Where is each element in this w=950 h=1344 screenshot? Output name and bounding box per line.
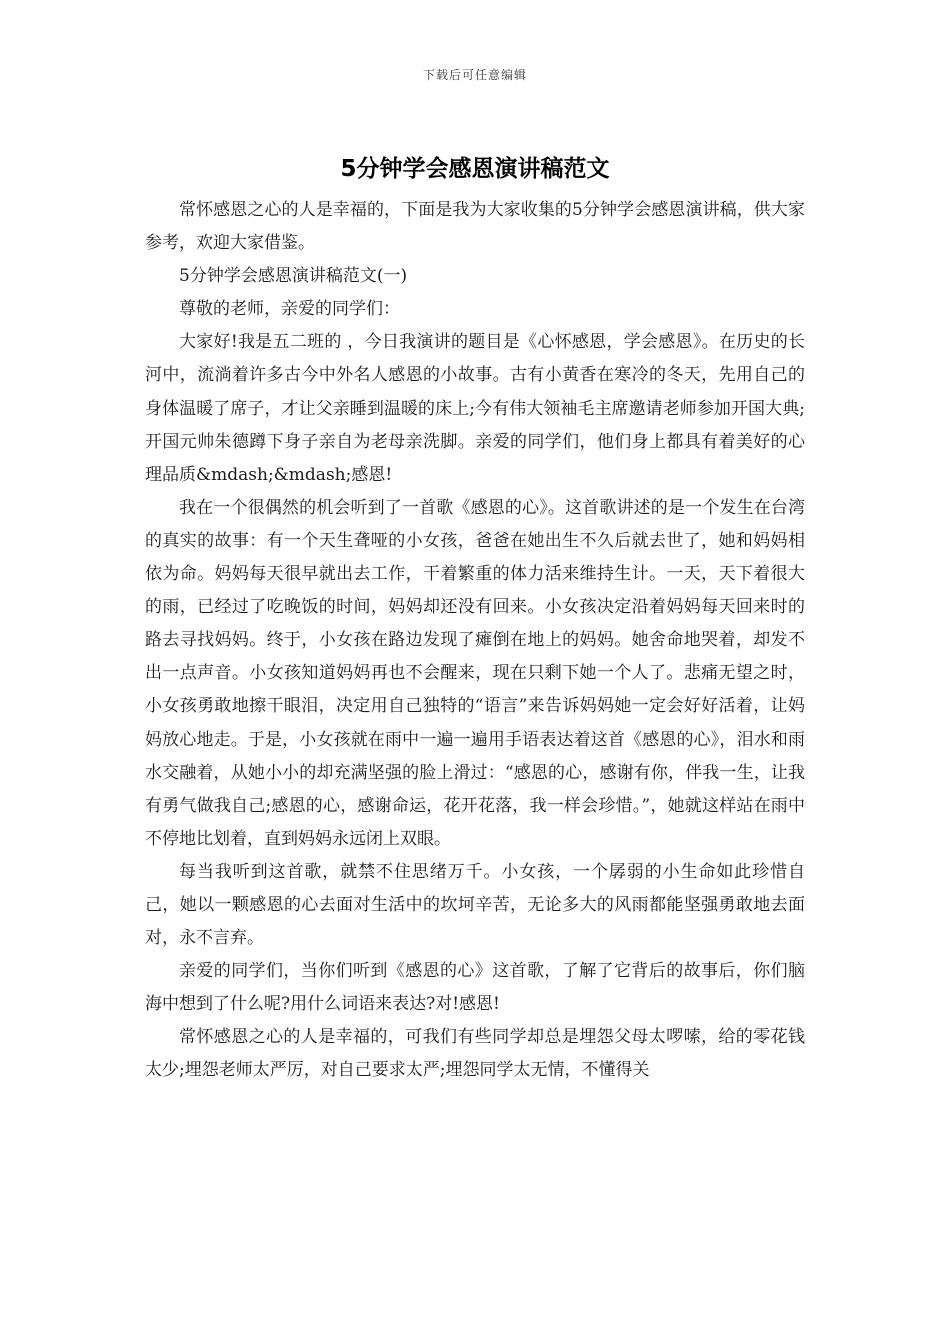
paragraph: 我在一个很偶然的机会听到了一首歌《感恩的心》。这首歌讲述的是一个发生在台湾的真实的故事：有一个天生聋哑的小女孩，爸爸在她出生不久后就去世了，她和妈妈相依为命。妈妈每天很早就出去工作，干着繁重的体力活来维持生计。一天，天下着很大的雨，已经过了吃晚饭的时间，妈妈却还没有回来。小女孩决定沿着妈妈每天回来时的路去寻找妈妈。终于，小女孩在路边发现了瘫倒在地上的妈妈。她舍命地哭着，却发不出一点声音。小女孩知道妈妈再也不会醒来，现在只剩下她一个人了。悲痛无望之时，小女孩勇敢地擦干眼泪，决定用自己独特的“语言”来告诉妈妈她一定会好好活着，让妈妈放心地走。于是，小女孩就在雨中一遍一遍用手语表达着这首《感恩的心》，泪水和雨水交融着，从她小小的却充满坚强的脸上滑过：“感恩的心，感谢有你，伴我一生，让我有勇气做我自己;感恩的心，感谢命运，花开花落，我一样会珍惜。”，她就这样站在雨中不停地比划着，直到妈妈永远闭上双眼。 xyxy=(145,497,805,849)
document-body xyxy=(145,194,805,1088)
section-heading: 5分钟学会感恩演讲稿范文(一) xyxy=(179,266,408,287)
paragraph: 每当我听到这首歌，就禁不住思绪万千。小女孩，一个孱弱的小生命如此珍惜自己，她以一颗感恩的心去面对生活中的坎坷辛苦，无论多大的风雨都能坚强勇敢地去面对，永不言弃。 xyxy=(145,861,805,949)
paragraph: 亲爱的同学们，当你们听到《感恩的心》这首歌，了解了它背后的故事后，你们脑海中想到了什么呢?用什么词语来表达?对!感恩! xyxy=(145,961,805,1015)
document-title: 5分钟学会感恩演讲稿范文 xyxy=(340,156,610,182)
page-header-note: 下载后可任意编辑 xyxy=(422,68,527,82)
paragraph: 常怀感恩之心的人是幸福的，可我们有些同学却总是埋怨父母太啰嗦，给的零花钱太少;埋怨老师太严厉，对自己要求太严;埋怨同学太无情，不懂得关 xyxy=(145,1027,805,1081)
paragraph: 大家好!我是五二班的 ，今日我演讲的题目是《心怀感恩，学会感恩》。在历史的长河中，流淌着许多古今中外名人感恩的小故事。古有小黄香在寒冷的冬天，先用自己的身体温暖了席子，才让父亲睡到温暖的床上;今有伟大领袖毛主席邀请老师参加开国大典;开国元帅朱德蹲下身子亲自为老母亲洗脚。亲爱的同学们，他们身上都具有着美好的心理品质&mdash;&mdash;感恩! xyxy=(145,332,805,485)
paragraph-intro: 常怀感恩之心的人是幸福的，下面是我为大家收集的5分钟学会感恩演讲稿，供大家参考，欢迎大家借鉴。 xyxy=(145,200,805,254)
salutation: 尊敬的老师，亲爱的同学们： xyxy=(179,299,400,320)
